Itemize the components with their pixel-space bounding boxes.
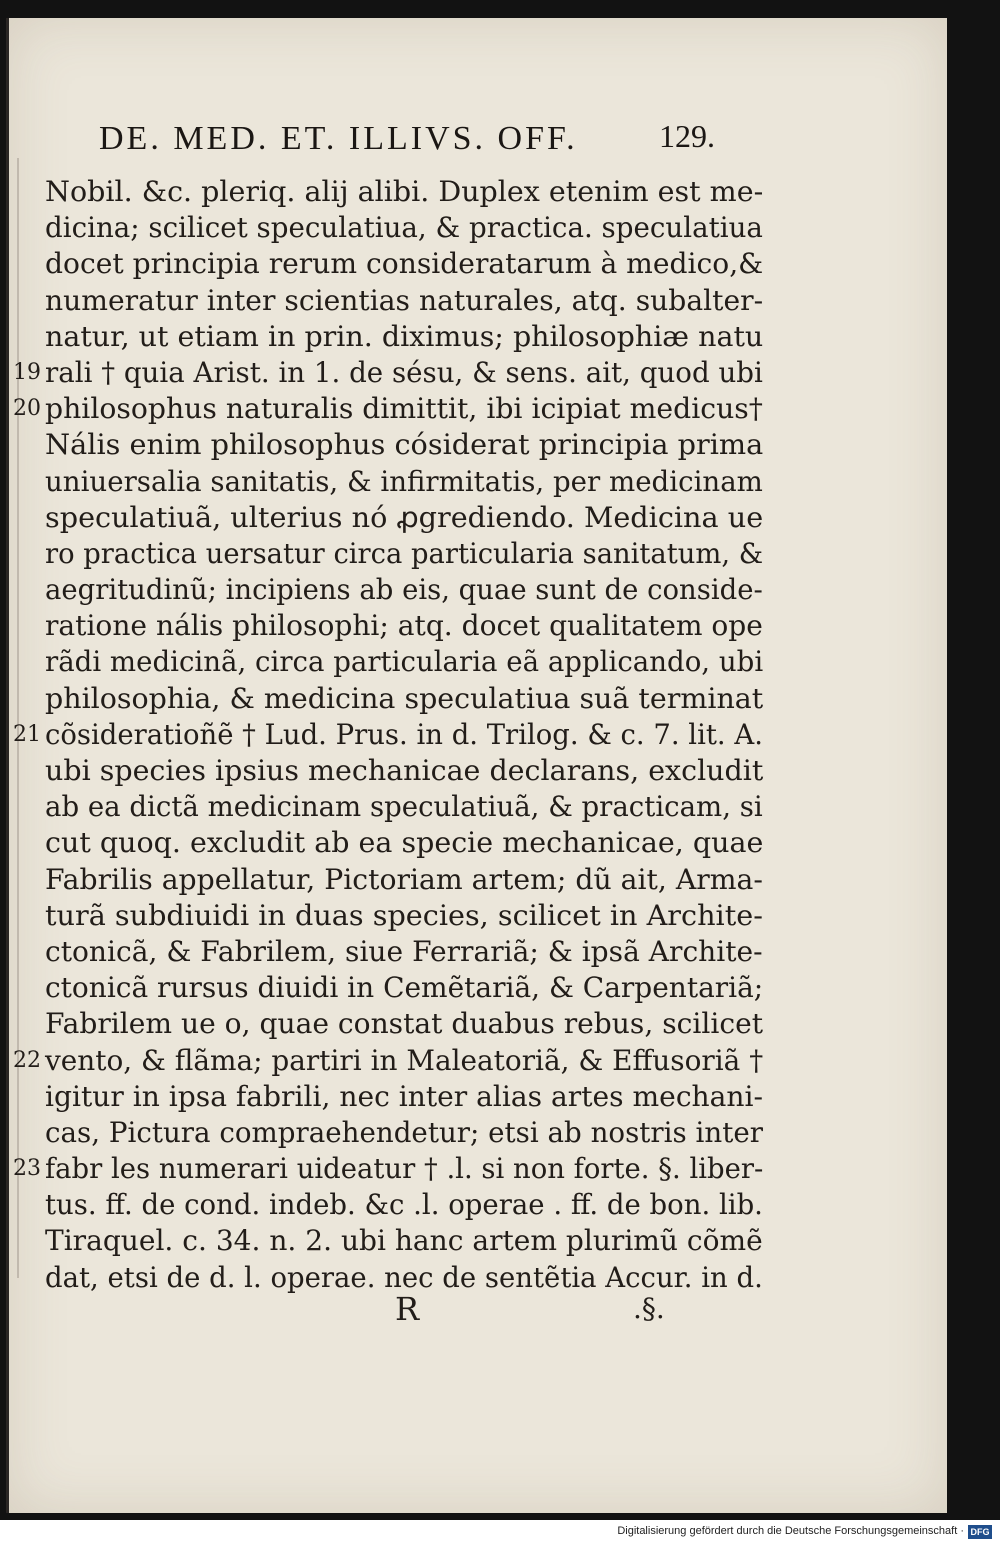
text-line bbox=[45, 427, 765, 463]
text-line bbox=[45, 1187, 765, 1223]
text-block bbox=[13, 174, 765, 1296]
line-text: dicina; scilicet speculatiua, & practica. speculatiua bbox=[45, 211, 763, 245]
line-text: ubi species ipsius mechanicae declarans, excludit bbox=[45, 754, 764, 787]
book-page bbox=[6, 18, 947, 1513]
text-line bbox=[13, 1151, 765, 1187]
text-line bbox=[45, 934, 765, 970]
text-line bbox=[45, 464, 765, 500]
line-text: Nobil. &c. pleriq. alij alibi. Duplex etenim est me- bbox=[45, 175, 764, 208]
line-text: turã subdiuidi in duas species, scilicet in Archite- bbox=[45, 898, 763, 932]
text-line bbox=[45, 1006, 765, 1042]
line-text: Fabrilem ue o, quae constat duabus rebus, scilicet bbox=[45, 1007, 764, 1041]
text-line bbox=[45, 283, 765, 319]
line-text: Fabrilis appellatur, Pictoriam artem; dũ ait, Arma- bbox=[45, 862, 763, 896]
line-text: cõsideratioñẽ † Lud. Prus. in d. Trilog. & c. 7. lit. A. bbox=[45, 717, 763, 751]
page-number: 129. bbox=[659, 118, 715, 154]
line-text: ratione nális philosophi; atq. docet qualitatem ope bbox=[45, 609, 763, 643]
line-text: cut quoq. excludit ab ea specie mechanicae, quae bbox=[45, 826, 764, 860]
text-line bbox=[45, 644, 765, 680]
text-line bbox=[45, 572, 765, 608]
credit-bar bbox=[0, 1520, 1000, 1546]
line-text: philosophus naturalis dimittit, ibi icipiat medicus† bbox=[45, 392, 763, 426]
line-text: ro practica uersatur circa particularia sanitatum, & bbox=[45, 536, 764, 570]
text-line bbox=[45, 319, 765, 355]
marginal-note-number: 23 bbox=[13, 1156, 41, 1182]
line-text: vento, & flãma; partiri in Maleatoriã, & Effusoriã † bbox=[45, 1043, 764, 1077]
text-line bbox=[45, 1115, 765, 1151]
text-line bbox=[13, 717, 765, 753]
marginal-note-number: 20 bbox=[13, 396, 41, 422]
line-text: speculatiuã, ulterius nó ꝓgrediendo. Medicina ue bbox=[45, 500, 764, 534]
marginal-note-number: 22 bbox=[13, 1047, 41, 1073]
dfg-logo: DFG bbox=[968, 1525, 992, 1539]
marginal-note-number: 19 bbox=[13, 359, 41, 385]
text-line bbox=[13, 355, 765, 391]
running-title: DE. MED. ET. ILLIVS. OFF. bbox=[99, 120, 578, 157]
text-line bbox=[45, 536, 765, 572]
text-line bbox=[13, 1043, 765, 1079]
text-line bbox=[45, 210, 765, 246]
text-line bbox=[45, 174, 765, 210]
line-text: ab ea dictã medicinam speculatiuã, & practicam, si bbox=[45, 790, 763, 824]
page-footer bbox=[9, 1290, 949, 1330]
text-line bbox=[45, 681, 765, 717]
line-text: philosophia, & medicina speculatiua suã terminat bbox=[45, 681, 764, 715]
line-text: ctonicã rursus diuidi in Cemẽtariã, & Carpentariã; bbox=[45, 971, 764, 1005]
text-line bbox=[45, 246, 765, 282]
line-text: aegritudinũ; incipiens ab eis, quae sunt de conside- bbox=[45, 573, 763, 607]
text-line bbox=[45, 608, 765, 644]
signature-mark: R bbox=[395, 1290, 420, 1328]
line-text: Tiraquel. c. 34. n. 2. ubi hanc artem plurimũ cõmẽ bbox=[45, 1224, 763, 1258]
line-text: tus. ff. de cond. indeb. &c .l. operae . ff. de bon. lib. bbox=[45, 1188, 763, 1222]
text-line bbox=[45, 862, 765, 898]
text-line bbox=[45, 1223, 765, 1259]
text-line bbox=[45, 500, 765, 536]
text-line bbox=[45, 1079, 765, 1115]
line-text: dat, etsi de d. l. operae. nec de sentẽtia Accur. in d. bbox=[45, 1260, 763, 1294]
line-text: natur, ut etiam in prin. diximus; philosophiæ natu bbox=[45, 319, 764, 353]
text-line bbox=[45, 898, 765, 934]
line-text: ctonicã, & Fabrilem, siue Ferrariã; & ipsã Archite- bbox=[45, 934, 763, 968]
line-text: numeratur inter scientias naturales, atq. subalter- bbox=[45, 283, 764, 317]
line-text: cas, Pictura compraehendetur; etsi ab nostris inter bbox=[45, 1115, 763, 1149]
text-line bbox=[45, 753, 765, 789]
text-line bbox=[45, 825, 765, 861]
line-text: rali † quia Arist. in 1. de sésu, & sens. ait, quod ubi bbox=[45, 355, 763, 389]
line-text: Nális enim philosophus cósiderat principia prima bbox=[45, 428, 764, 462]
text-line bbox=[13, 391, 765, 427]
credit-text: Digitalisierung gefördert durch die Deutsche Forschungsgemeinschaft · bbox=[617, 1525, 964, 1537]
line-text: docet principia rerum consideratarum à medico,& bbox=[45, 247, 764, 281]
text-line bbox=[45, 789, 765, 825]
line-text: igitur in ipsa fabrili, nec inter alias artes mechani- bbox=[45, 1079, 764, 1113]
line-text: fabr les numerari uideatur † .l. si non forte. §. liber- bbox=[45, 1152, 764, 1186]
catchword: .§. bbox=[633, 1292, 665, 1325]
text-line bbox=[45, 970, 765, 1006]
line-text: uniuersalia sanitatis, & infirmitatis, per medicinam bbox=[45, 464, 763, 498]
marginal-note-number: 21 bbox=[13, 721, 41, 747]
line-text: rãdi medicinã, circa particularia eã applicando, ubi bbox=[45, 645, 764, 679]
